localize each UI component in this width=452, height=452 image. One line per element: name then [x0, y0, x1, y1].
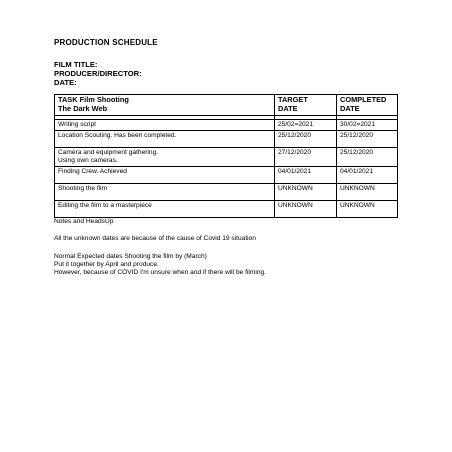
- target-date-cell: 25/02=2021: [275, 120, 337, 131]
- notes-section: [54, 218, 266, 277]
- produce-note: Put it together by April and produce.: [54, 261, 159, 268]
- task-cell: Shooting the film: [55, 184, 275, 201]
- table-row: [55, 167, 398, 184]
- film-info-block: [54, 60, 142, 87]
- target-date-cell: UNKNOWN: [275, 184, 337, 201]
- task-cell: Writing script: [55, 120, 275, 131]
- production-schedule-table: [54, 94, 398, 218]
- completed-date-column-header: COMPLETED DATE: [337, 95, 398, 116]
- notes-heading: Notes and HeadsUp: [54, 218, 114, 225]
- completed-date-cell: 25/12/2020: [337, 148, 398, 167]
- target-date-column-header: TARGET DATE: [275, 95, 337, 116]
- completed-date-cell: 30/02=2021: [337, 120, 398, 131]
- document-title: PRODUCTION SCHEDULE: [54, 38, 158, 47]
- table-row: [55, 120, 398, 131]
- producer-director-label: PRODUCER/DIRECTOR:: [54, 69, 142, 78]
- target-date-cell: 27/12/2020: [275, 148, 337, 167]
- table-row: [55, 184, 398, 201]
- task-cell: Location Scouting. Has been completed.: [55, 131, 275, 148]
- covid-note: All the unknown dates are because of the cause of Covid 19 situation: [54, 235, 256, 242]
- completed-date-cell: UNKNOWN: [337, 184, 398, 201]
- target-date-cell: UNKNOWN: [275, 201, 337, 218]
- target-date-cell: 25/12/2020: [275, 131, 337, 148]
- covid-uncertainty-note: However, because of COVID I'm unsure when and if there will be filming.: [54, 269, 266, 276]
- task-cell: Camera and equipment gathering. Using own cameras.: [55, 148, 275, 167]
- table-row: [55, 131, 398, 148]
- table-header-row: [55, 95, 398, 116]
- table-row: [55, 148, 398, 167]
- expected-dates-note: Normal Expected dates Shooting the film by (March): [54, 253, 207, 260]
- task-column-header: TASK Film Shooting The Dark Web: [55, 95, 275, 116]
- completed-date-cell: 04/01/2021: [337, 167, 398, 184]
- date-label: DATE:: [54, 78, 77, 87]
- completed-date-cell: 25/12/2020: [337, 131, 398, 148]
- film-title-label: FILM TITLE:: [54, 60, 98, 69]
- task-cell: Finding Crew. Achieved: [55, 167, 275, 184]
- target-date-cell: 04/01/2021: [275, 167, 337, 184]
- task-cell: Editing the film to a masterpiece: [55, 201, 275, 218]
- completed-date-cell: UNKNOWN: [337, 201, 398, 218]
- table-row: [55, 201, 398, 218]
